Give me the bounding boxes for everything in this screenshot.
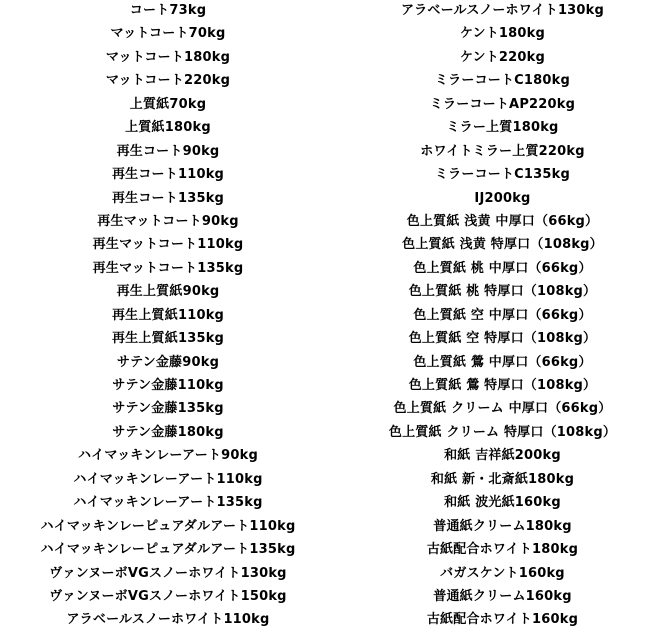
paper-item: ハイマッキンレーピュアダルアート135kg <box>40 542 296 558</box>
paper-item: 再生コート135kg <box>111 190 225 206</box>
paper-item: 古紙配合ホワイト160kg <box>426 612 579 628</box>
paper-item: 再生マットコート90kg <box>97 213 239 229</box>
paper-item: 和紙 波光紙160kg <box>444 495 561 511</box>
paper-item: マットコート70kg <box>110 26 226 42</box>
paper-item: ミラー上質180kg <box>446 120 559 136</box>
paper-item: 色上質紙 クリーム 特厚口（108kg） <box>388 424 617 440</box>
paper-item: 再生上質紙135kg <box>111 331 225 347</box>
paper-item: 色上質紙 浅黄 特厚口（108kg） <box>402 237 603 253</box>
paper-item: 色上質紙 浅黄 中厚口（66kg） <box>406 213 599 229</box>
paper-item: IJ200kg <box>474 190 531 206</box>
paper-item: ハイマッキンレーアート110kg <box>73 471 263 487</box>
paper-item: 普通紙クリーム160kg <box>433 588 572 604</box>
paper-item: 色上質紙 空 特厚口（108kg） <box>408 331 597 347</box>
paper-item: 色上質紙 鶯 中厚口（66kg） <box>413 354 592 370</box>
paper-item: バガスケント160kg <box>440 565 565 581</box>
paper-item: 上質紙70kg <box>129 96 207 112</box>
paper-item: サテン金藤90kg <box>116 354 220 370</box>
paper-item: 色上質紙 桃 中厚口（66kg） <box>413 260 592 276</box>
paper-item: 和紙 新・北斎紙180kg <box>430 471 575 487</box>
paper-item: コート73kg <box>129 3 207 18</box>
paper-item: ハイマッキンレーピュアダルアート110kg <box>40 518 296 534</box>
paper-item: ミラーコートC180kg <box>434 73 571 89</box>
paper-item: ケント180kg <box>459 26 546 42</box>
paper-item: マットコート180kg <box>105 49 231 65</box>
paper-item: 再生マットコート135kg <box>92 260 244 276</box>
paper-item: マットコート220kg <box>105 73 231 89</box>
paper-item: 色上質紙 クリーム 中厚口（66kg） <box>393 401 612 417</box>
paper-item: サテン金藤180kg <box>112 424 224 440</box>
paper-item: ハイマッキンレーアート90kg <box>77 448 259 464</box>
paper-item: アラベールスノーホワイト110kg <box>66 612 270 628</box>
paper-item: 再生コート90kg <box>116 143 220 159</box>
paper-item: ヴァンヌーボVGスノーホワイト150kg <box>49 588 287 604</box>
paper-item: ヴァンヌーボVGスノーホワイト130kg <box>49 565 287 581</box>
paper-item: 古紙配合ホワイト180kg <box>426 542 579 558</box>
paper-item: 上質紙180kg <box>125 120 211 136</box>
paper-item: ミラーコートAP220kg <box>429 96 576 112</box>
paper-item: ホワイトミラー上質220kg <box>420 143 585 159</box>
paper-item: サテン金藤135kg <box>112 401 224 417</box>
paper-item: 和紙 吉祥紙200kg <box>444 448 561 464</box>
paper-item: 色上質紙 空 中厚口（66kg） <box>413 307 592 323</box>
paper-item: 再生マットコート110kg <box>92 237 244 253</box>
paper-item: 再生上質紙90kg <box>116 284 220 300</box>
paper-item: 普通紙クリーム180kg <box>433 518 572 534</box>
paper-item: サテン金藤110kg <box>112 378 224 393</box>
paper-item: 色上質紙 桃 特厚口（108kg） <box>408 284 597 300</box>
paper-list-right-column <box>335 0 670 632</box>
paper-item: アラベールスノーホワイト130kg <box>400 3 605 18</box>
paper-item: ハイマッキンレーアート135kg <box>73 495 263 511</box>
paper-item: 再生コート110kg <box>111 167 225 183</box>
paper-item: ケント220kg <box>459 49 546 65</box>
paper-item: 再生上質紙110kg <box>111 307 225 323</box>
paper-item: 色上質紙 鶯 特厚口（108kg） <box>408 378 597 393</box>
paper-item: ミラーコートC135kg <box>434 167 571 183</box>
